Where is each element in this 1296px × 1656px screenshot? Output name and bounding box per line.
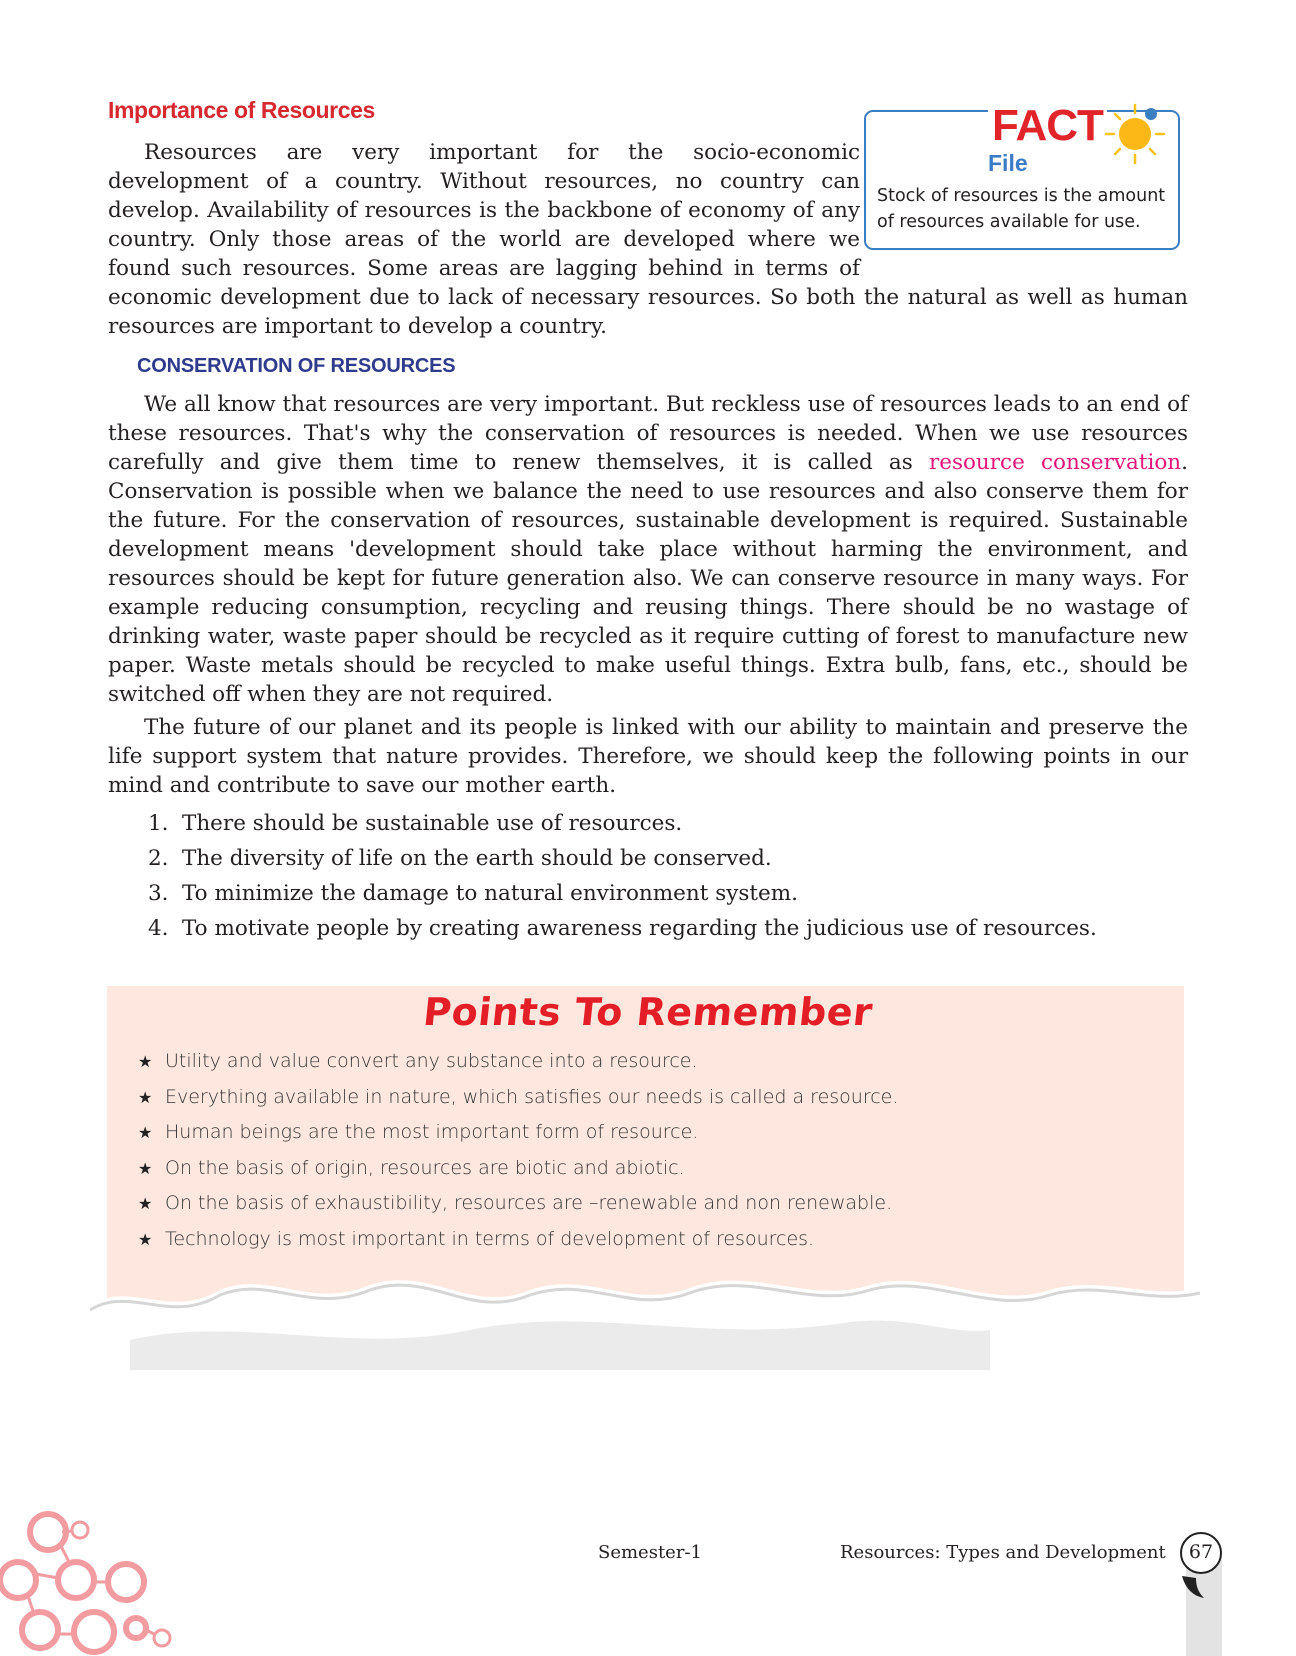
star-icon: ★ <box>138 1052 153 1071</box>
list-text: The diversity of life on the earth should be conserved. <box>182 846 772 871</box>
list-item <box>138 1044 898 1080</box>
list-text: On the basis of exhaustibility, resources are –renewable and non renewable. <box>165 1192 893 1214</box>
list-text: Utility and value convert any substance into a resource. <box>165 1050 698 1072</box>
list-item <box>138 1151 898 1187</box>
list-text: On the basis of origin, resources are biotic and abiotic. <box>165 1156 685 1179</box>
list-text: To minimize the damage to natural environment system. <box>182 881 799 906</box>
list-number: 2. <box>148 846 169 871</box>
section-heading-conservation: CONSERVATION OF RESOURCES <box>137 355 456 377</box>
conservation-paragraph <box>108 390 1188 709</box>
list-number: 3. <box>148 881 169 906</box>
importance-paragraph-text: Resources are very important for the socio-economic development of a country. Without resources, no country can develop. Availability of resources is the backbone of economy of any country. Only those areas of the world are developed where we found such resources. Some areas are lagging behind in terms of economic development due to lack of necessary resources. So both the natural as well as human resources are important to develop a country. <box>108 140 1188 339</box>
star-icon: ★ <box>138 1158 153 1178</box>
list-item <box>148 876 1097 911</box>
list-item <box>138 1222 898 1258</box>
future-planet-paragraph: The future of our planet and its people is linked with our ability to maintain and preserve the life support system that nature provides. Therefore, we should keep the following points in our mind and contribute to save our mother earth. <box>108 715 1188 798</box>
list-text: Human beings are the most important form of resource. <box>165 1121 699 1143</box>
list-number: 1. <box>148 811 169 836</box>
list-text: Everything available in nature, which satisfies our needs is called a resource. <box>165 1085 899 1108</box>
footer-chapter-title: Resources: Types and Development <box>840 1542 1166 1563</box>
fact-file-subtitle: File <box>988 150 1028 176</box>
star-icon: ★ <box>138 1087 153 1107</box>
star-icon: ★ <box>138 1194 153 1213</box>
star-icon: ★ <box>138 1123 153 1142</box>
points-to-remember-list <box>138 1044 898 1257</box>
decorative-bubbles-icon <box>0 1500 180 1656</box>
star-icon: ★ <box>138 1229 153 1249</box>
list-number: 4. <box>148 916 169 941</box>
list-item <box>148 841 1097 876</box>
conservation-points-list <box>148 806 1097 946</box>
sun-icon <box>1102 101 1168 167</box>
conservation-text-before: We all know that resources are very important. But reckless use of resources leads to an end of these resources. That's why the conservation of resources is needed. When we use resources carefully and give them time to renew themselves, it is called as <box>108 392 1188 475</box>
list-text: Technology is most important in terms of development of resources. <box>165 1227 815 1250</box>
torn-paper-edge <box>90 1260 1200 1370</box>
footer-semester: Semester-1 <box>598 1542 702 1563</box>
list-item <box>148 911 1097 946</box>
list-text: There should be sustainable use of resources. <box>182 811 683 836</box>
list-text: To motivate people by creating awareness regarding the judicious use of resources. <box>182 916 1097 941</box>
fact-file-text: Stock of resources is the amount of resources available for use. <box>877 186 1166 232</box>
list-item <box>138 1186 898 1222</box>
list-item <box>138 1115 898 1151</box>
points-to-remember-title: Points To Remember <box>421 990 875 1034</box>
fact-file-title: FACT <box>988 102 1107 150</box>
list-item <box>148 806 1097 841</box>
conservation-text-after: . Conservation is possible when we balance the need to use resources and also conserve them for the future. For the conservation of resources, sustainable development is required. Sustainable development means 'development should take place without harming the environment, and resources should be kept for future generation also. We can conserve resource in many ways. For example reducing consumption, recycling and reusing things. There should be no wastage of drinking water, waste paper should be recycled as it require cutting of forest to manufacture new paper. Waste metals should be recycled to make useful things. Extra bulb, fans, etc., should be switched off when they are not required. <box>108 450 1188 707</box>
resource-conservation-highlight: resource conservation <box>928 450 1182 475</box>
page-number: 67 <box>1180 1532 1222 1574</box>
section-heading-importance: Importance of Resources <box>108 97 375 123</box>
list-item <box>138 1080 898 1116</box>
